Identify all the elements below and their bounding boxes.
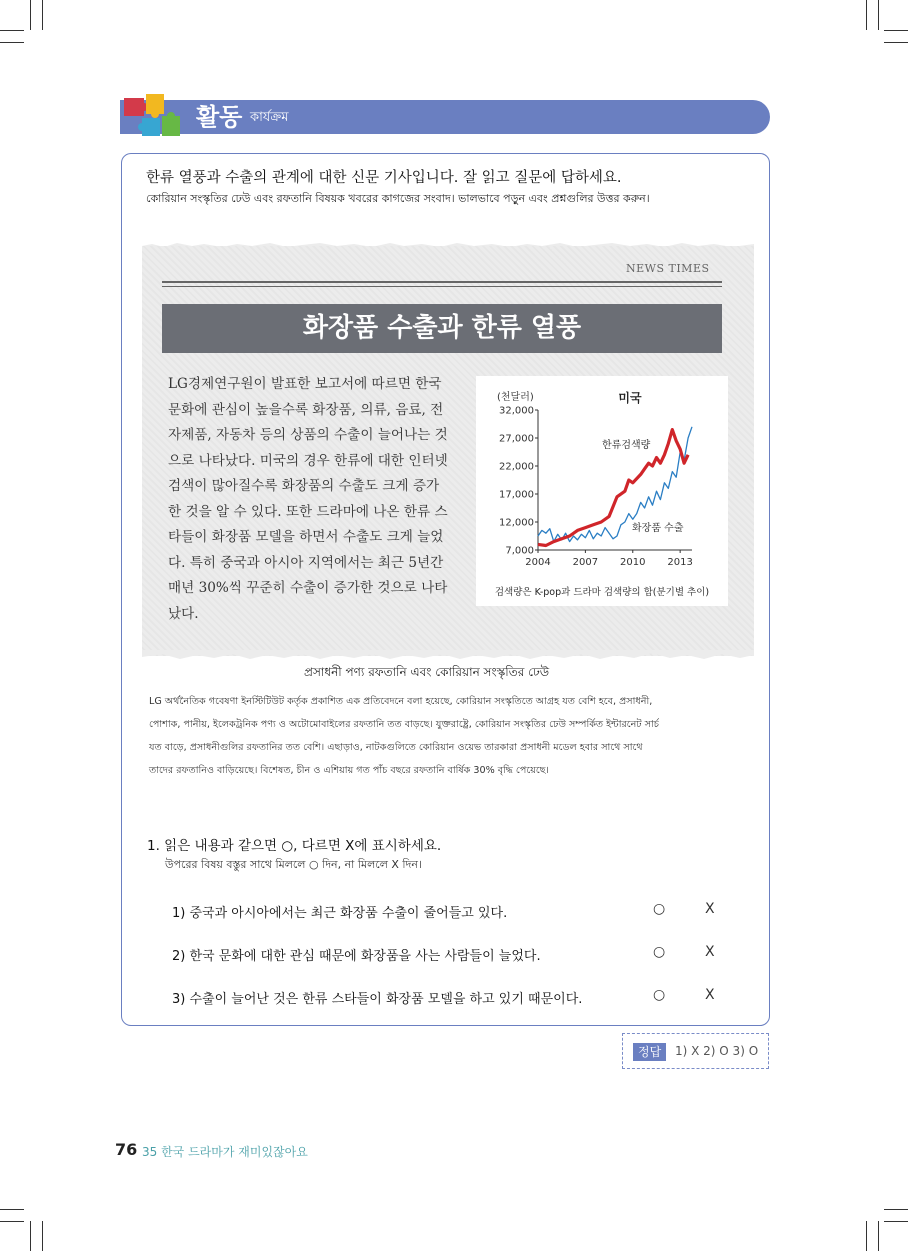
article-line: 검색이 많아질수록 화장품의 수출도 크게 증가 xyxy=(168,478,440,494)
crop-mark xyxy=(30,1221,31,1251)
crop-mark xyxy=(878,0,879,30)
crop-mark xyxy=(884,1209,908,1210)
question-subtitle: উপরের বিষয় বস্তুর সাথে মিললে ○ দিন, না মিললে X দিন। xyxy=(165,858,422,871)
x-tick-label: 2013 xyxy=(667,557,693,568)
article-line: 다. 특히 중국과 아시아 지역에서는 최근 5년간 xyxy=(168,554,444,571)
crop-mark xyxy=(866,0,867,30)
bengali-line: পোশাক, পানীয়, ইলেকট্রনিক পণ্য ও অটোমোবাইলের রফতানি তত বাড়ছে। যুক্তরাষ্ট্রে, কোরিয়ান সংস্কৃতির ঢেউ সম্পর্কিত ইন্টারনেট সার্চ xyxy=(149,719,659,730)
crop-mark xyxy=(0,42,24,43)
x-mark-3[interactable]: X xyxy=(705,987,715,1003)
y-tick-label: 17,000 xyxy=(499,489,534,501)
intro-korean: 한류 열풍과 수출의 관계에 대한 신문 기사입니다. 잘 읽고 질문에 답하세요. xyxy=(146,170,622,186)
crop-mark xyxy=(884,42,908,43)
y-tick-label: 22,000 xyxy=(499,461,534,473)
article-line: 문화에 관심이 높을수록 화장품, 의류, 음료, 전 xyxy=(168,401,444,418)
crop-mark xyxy=(0,30,24,31)
series-label-hallyu: 한류검색량 xyxy=(602,440,651,451)
bengali-section-title: প্রসাধনী পণ্য রফতানি এবং কোরিয়ান সংস্কৃতির ঢেউ xyxy=(304,665,550,679)
series-label-cosmetics: 화장품 수출 xyxy=(632,523,684,534)
crop-mark xyxy=(0,1209,24,1210)
activity-subtitle: কার্যক্রম xyxy=(250,110,289,125)
chart-title: 미국 xyxy=(618,391,642,405)
chart-caption: 검색량은 K-pop과 드라마 검색량의 합(분기별 추이) xyxy=(494,587,710,598)
article-line: 한 것을 알 수 있다. 또한 드라마에 나온 한류 스 xyxy=(168,503,448,520)
article-line: 으로 나타났다. 미국의 경우 한류에 대한 인터넷 xyxy=(168,452,448,469)
y-tick-label: 7,000 xyxy=(505,545,534,557)
x-tick-label: 2010 xyxy=(620,557,646,568)
crop-mark xyxy=(0,1221,24,1222)
y-axis-unit: (천달러) xyxy=(497,392,534,403)
x-mark-1[interactable]: X xyxy=(705,901,715,917)
puzzle-icon xyxy=(122,92,184,140)
article-line: LG경제연구원이 발표한 보고서에 따르면 한국 xyxy=(168,376,442,392)
article-line: 자제품, 자동차 등의 상품의 수출이 늘어나는 것 xyxy=(168,427,448,443)
page-number: 76 xyxy=(115,1140,138,1159)
bengali-section-body xyxy=(149,690,749,782)
answer-label: 정답 xyxy=(633,1043,666,1061)
question-title: 1. 읽은 내용과 같으면 ○, 다르면 X에 표시하세요. xyxy=(147,838,442,854)
bengali-line: তাদের রফতানিও বাড়িয়েছে। বিশেষত, চীন ও এশিয়ায় গত পাঁচ বছরে রফতানি বার্ষিক 30% বৃদ্ধি পেয়েছে। xyxy=(149,765,549,776)
x-tick-label: 2004 xyxy=(525,557,551,568)
circle-mark-1[interactable]: ○ xyxy=(653,901,666,917)
answer-text: 1) X 2) O 3) O xyxy=(675,1044,759,1058)
question-item-3: 3) 수출이 늘어난 것은 한류 스타들이 화장품 모델을 하고 있기 때문이다. xyxy=(172,992,583,1007)
question-item-1: 1) 중국과 아시아에서는 최근 화장품 수출이 줄어들고 있다. xyxy=(172,906,508,921)
article-line: 타들이 화장품 모델을 하면서 수출도 크게 늘었 xyxy=(168,529,444,545)
y-tick-label: 32,000 xyxy=(499,405,534,417)
newspaper-headline: 화장품 수출과 한류 열풍 xyxy=(162,304,722,353)
newspaper-masthead: NEWS TIMES xyxy=(626,262,710,275)
export-chart xyxy=(476,376,728,606)
crop-mark xyxy=(884,30,908,31)
crop-mark xyxy=(878,1221,879,1251)
circle-mark-2[interactable]: ○ xyxy=(653,944,666,960)
crop-mark xyxy=(30,0,31,30)
divider xyxy=(162,286,722,287)
activity-title: 활동 xyxy=(196,103,243,131)
paper-torn-edge xyxy=(142,650,754,660)
x-tick-label: 2007 xyxy=(572,557,599,568)
crop-mark xyxy=(42,1221,43,1251)
article-body xyxy=(168,372,458,627)
y-tick-label: 12,000 xyxy=(499,517,534,529)
bengali-line: যত বাড়ে, প্রসাধনীগুলির রফতানির তত বেশি। এছাড়াও, নাটকগুলিতে কোরিয়ান ওয়েভ তারকারা প্রসাধনী মডেল হবার সাথে সাথে xyxy=(149,742,643,753)
divider xyxy=(162,281,722,283)
article-line: 매년 30%씩 꾸준히 수출이 증가한 것으로 나타 xyxy=(168,580,448,596)
y-tick-label: 27,000 xyxy=(499,433,534,445)
chart-svg xyxy=(476,376,728,606)
intro-bengali: কোরিয়ান সংস্কৃতির ঢেউ এবং রফতানি বিষয়ক খবরের কাগজের সংবাদ। ভালভাবে পড়ুন এবং প্রশ্নগুলির উত্তর করুন। xyxy=(146,192,650,205)
question-item-2: 2) 한국 문화에 대한 관심 때문에 화장품을 사는 사람들이 늘었다. xyxy=(172,949,541,964)
x-mark-2[interactable]: X xyxy=(705,944,715,960)
article-line: 났다. xyxy=(168,605,199,622)
chapter-title: 35 한국 드라마가 재미있잖아요 xyxy=(142,1145,308,1159)
bengali-line: LG অর্থনৈতিক গবেষণা ইনস্টিটিউট কর্তৃক প্রকাশিত এক প্রতিবেদনে বলা হয়েছে, কোরিয়ান সংস্কৃতিতে আগ্রহ যত বেশি হবে, প্রসাধনী, xyxy=(149,696,653,707)
crop-mark xyxy=(884,1221,908,1222)
crop-mark xyxy=(866,1221,867,1251)
crop-mark xyxy=(42,0,43,30)
circle-mark-3[interactable]: ○ xyxy=(653,987,666,1003)
